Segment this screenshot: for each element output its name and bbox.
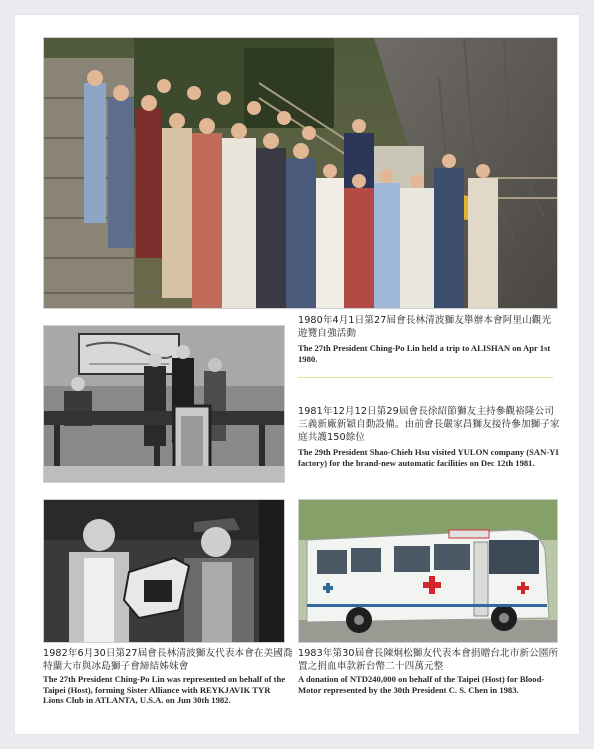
caption-bloodmotor — [298, 647, 560, 695]
group-photo-alishan — [43, 37, 558, 309]
caption-yulon-chinese: 1981年12月12日第29屆會長徐紹節獅友主持參觀裕隆公司三義新廠新穎自動設備。由前會長嚴家昌獅友接待參加獅子家庭共護150餘位 — [298, 406, 560, 443]
factory-visit-photo — [43, 325, 285, 483]
caption-alishan-english: The 27th President Ching-Po Lin held a trip to ALISHAN on Apr 1st 1980. — [298, 343, 551, 364]
caption-yulon — [298, 405, 560, 468]
caption-alishan — [298, 314, 560, 364]
blood-donation-bus-photo — [298, 499, 558, 643]
caption-bloodmotor-english: A donation of NTD240,000 on behalf of the Taipei (Host) for Blood-Motor represented by the 30th President C. S. Chen in 1983. — [298, 674, 545, 695]
caption-reykjavik-english: The 27th President Ching-Po Lin was represented on behalf of the Taipei (Host), forming Sister Alliance with REYKJAVIK TYR Lions Club in ATLANTA, U.S.A. on Jun 30th 1982. — [43, 674, 286, 705]
sister-club-photo — [43, 499, 285, 643]
album-page — [15, 15, 579, 734]
caption-bloodmotor-chinese: 1983年第30屆會長陳炯松獅友代表本會捐贈台北市新公園所置之捐血車款新台幣二十四萬元整 — [298, 648, 559, 672]
caption-alishan-chinese: 1980年4月1日第27屆會長林清波獅友舉辦本會阿里山觀光遊覽自強活動 — [298, 315, 552, 339]
caption-yulon-english: The 29th President Shao-Chieh Hsu visited YULON company (SAN-YI factory) for the brand-new automatic facilities on Dec 12th 1981. — [298, 447, 559, 468]
caption-reykjavik-chinese: 1982年6月30日第27屆會長林清波獅友代表本會在美國喬特蘭大市與冰島獅子會締結姊妹會 — [43, 648, 293, 672]
caption-divider — [298, 377, 553, 378]
caption-reykjavik — [43, 647, 293, 706]
